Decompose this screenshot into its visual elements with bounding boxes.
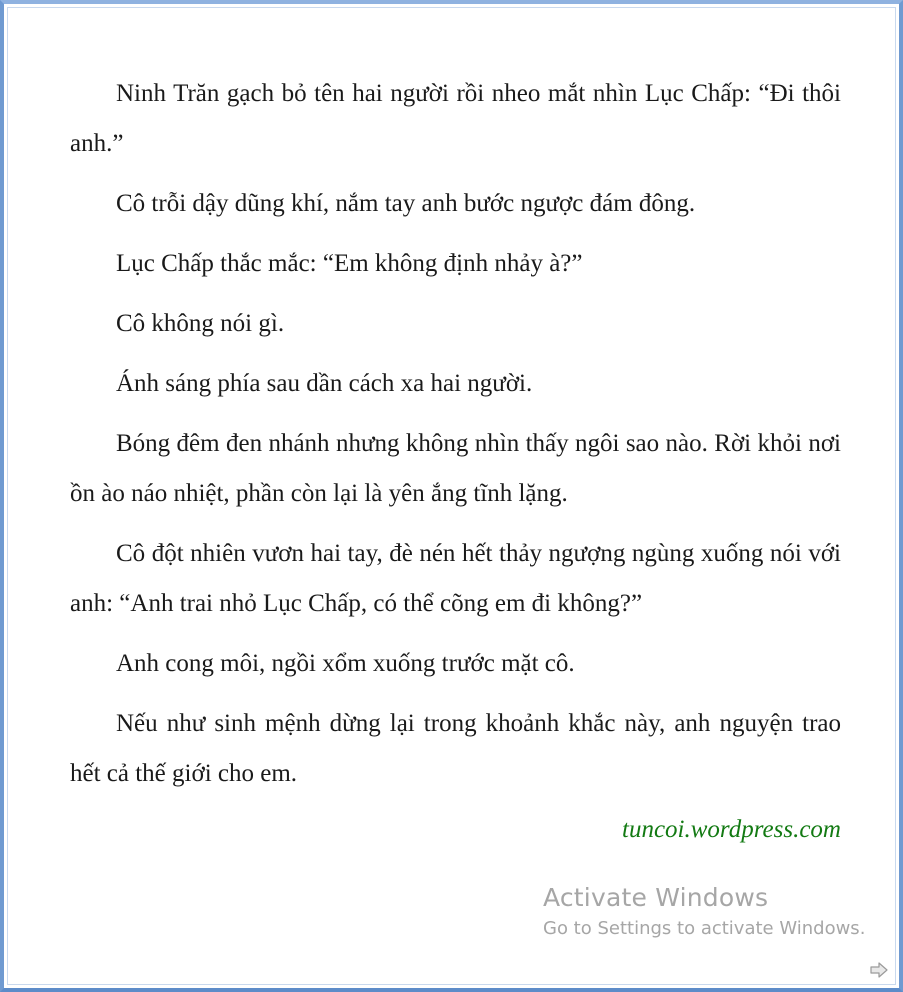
paragraph: Ánh sáng phía sau dần cách xa hai người. bbox=[116, 370, 533, 397]
paragraph: Lục Chấp thắc mắc: “Em không định nhảy à?” bbox=[116, 250, 583, 277]
paragraph: Ninh Trăn gạch bỏ tên hai người rồi nheo mắt nhìn Lục Chấp: “Đi thôi anh.” bbox=[70, 80, 841, 157]
document-body bbox=[70, 69, 841, 855]
document-page bbox=[7, 7, 896, 985]
paragraph: Nếu như sinh mệnh dừng lại trong khoảnh khắc này, anh nguyện trao hết cả thế giới cho em. bbox=[70, 710, 841, 787]
activate-windows-watermark bbox=[543, 881, 865, 943]
next-page-arrow-icon[interactable] bbox=[869, 960, 889, 980]
paragraph: Cô đột nhiên vươn hai tay, đè nén hết thảy ngượng ngùng xuống nói với anh: “Anh trai nhỏ Lục Chấp, có thể cõng em đi không?” bbox=[70, 540, 841, 617]
watermark-subtitle: Go to Settings to activate Windows. bbox=[543, 918, 866, 939]
arrow-right-icon bbox=[869, 960, 889, 980]
source-signature: tuncoi.wordpress.com bbox=[622, 816, 841, 843]
watermark-title: Activate Windows bbox=[543, 883, 769, 912]
paragraph: Anh cong môi, ngồi xổm xuống trước mặt cô. bbox=[116, 650, 575, 677]
paragraph: Cô không nói gì. bbox=[116, 310, 285, 337]
paragraph: Bóng đêm đen nhánh nhưng không nhìn thấy ngôi sao nào. Rời khỏi nơi ồn ào náo nhiệt, phần còn lại là yên ắng tĩnh lặng. bbox=[70, 430, 841, 507]
paragraph: Cô trỗi dậy dũng khí, nắm tay anh bước ngược đám đông. bbox=[116, 190, 696, 217]
